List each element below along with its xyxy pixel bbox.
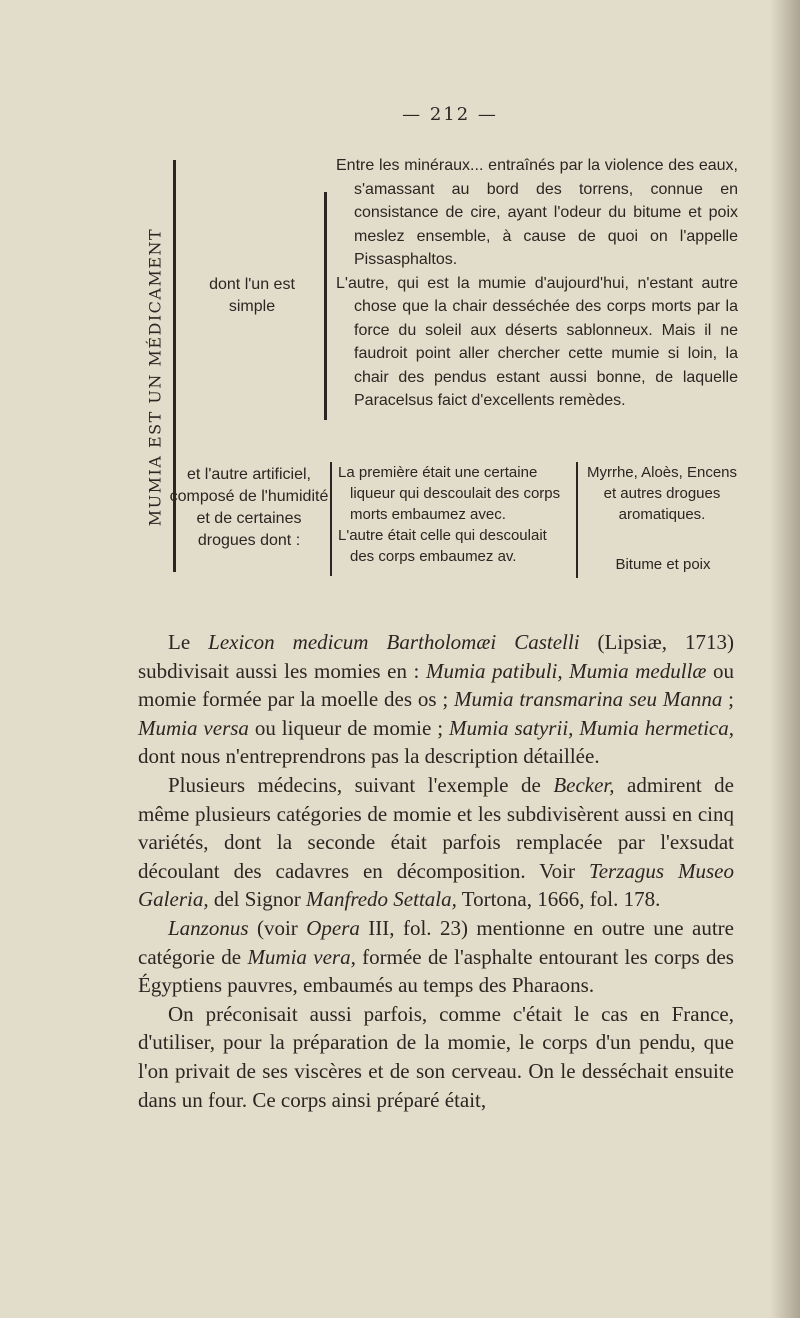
artificial-text	[338, 462, 574, 567]
body-text	[138, 628, 734, 1114]
page-edge-shadow	[770, 0, 800, 1318]
drugs-first: Myrrhe, Aloès, Encens et autres drogues aromatiques.	[586, 464, 738, 523]
artificial-brace	[330, 462, 332, 576]
paragraph-lanzonus: Lanzonus (voir Opera III, fol. 23) mentionne en outre une autre catégorie de Mumia vera, formée de l'asphalte entourant les corps des Égyptiens pauvres, embaumés au temps des Pharaons.	[138, 915, 734, 998]
artificial-label: et l'autre artificiel, composé de l'humidité et de certaines drogues dont :	[169, 466, 329, 549]
artificial-text-item-2: L'autre était celle qui descoulait des corps embaumez av.	[338, 527, 547, 565]
paragraph-lexicon: Le Lexicon medicum Bartholomæi Castelli (Lipsiæ, 1713) subdivisait aussi les momies en : Mumia patibuli, Mumia medullæ ou momie formée par la moelle des os ; Mumia transmarina seu Manna ; Mumia versa ou liqueur de momie ; Mumia satyrii, Mumia hermetica, dont nous n'entreprendrons pas la description détaillée.	[138, 630, 734, 769]
simple-brace	[324, 192, 327, 420]
simple-text	[336, 154, 738, 413]
paragraph-physicians: Plusieurs médecins, suivant l'exemple de Becker, admirent de même plusieurs catégories de momie et les subdivisèrent aussi en cinq variétés, dont la seconde était parfois remplacée par l'exsudat découlant des cadavres en décomposition. Voir Terzagus Museo Galeria, del Signor Manfredo Settala, Tortona, 1666, fol. 178.	[138, 772, 735, 912]
artificial-text-item-1: La première était une certaine liqueur qui descoulait des corps morts embaumez avec.	[338, 464, 561, 523]
paragraph-pendu: On préconisait aussi parfois, comme c'était le cas en France, d'utiliser, pour la préparation de la momie, le corps d'un pendu, que l'on privait de ses viscères et de son cerveau. On le desséchait ensuite dans un four. Ce corps ainsi préparé était,	[138, 1001, 734, 1112]
simple-text-item-1: Entre les minéraux... entraînés par la violence des eaux, s'amassant au bord des torrens, connue en consistance de cire, ayant l'odeur du bitume et poix meslez ensemble, à cause de quoi on l'appelle Pissasphaltos.	[336, 157, 738, 268]
side-title: MUMIA EST UN MÉDICAMENT	[145, 227, 165, 527]
page-number: — 212 —	[402, 104, 498, 125]
drugs-brace	[576, 462, 578, 578]
drugs-second: Bitume et poix	[615, 556, 711, 573]
simple-text-item-2: L'autre, qui est la mumie d'aujourd'hui, n'estant autre chose que la chair desséchée des corps morts par la force du soleil aux déserts sablonneux. Mais il ne faudroit point aller chercher cette mumie si loin, la chair des pendus estant aussi bonne, de laquelle Paracelsus faict d'excellents remèdes.	[336, 274, 738, 409]
simple-label: dont l'un est simple	[209, 276, 295, 315]
